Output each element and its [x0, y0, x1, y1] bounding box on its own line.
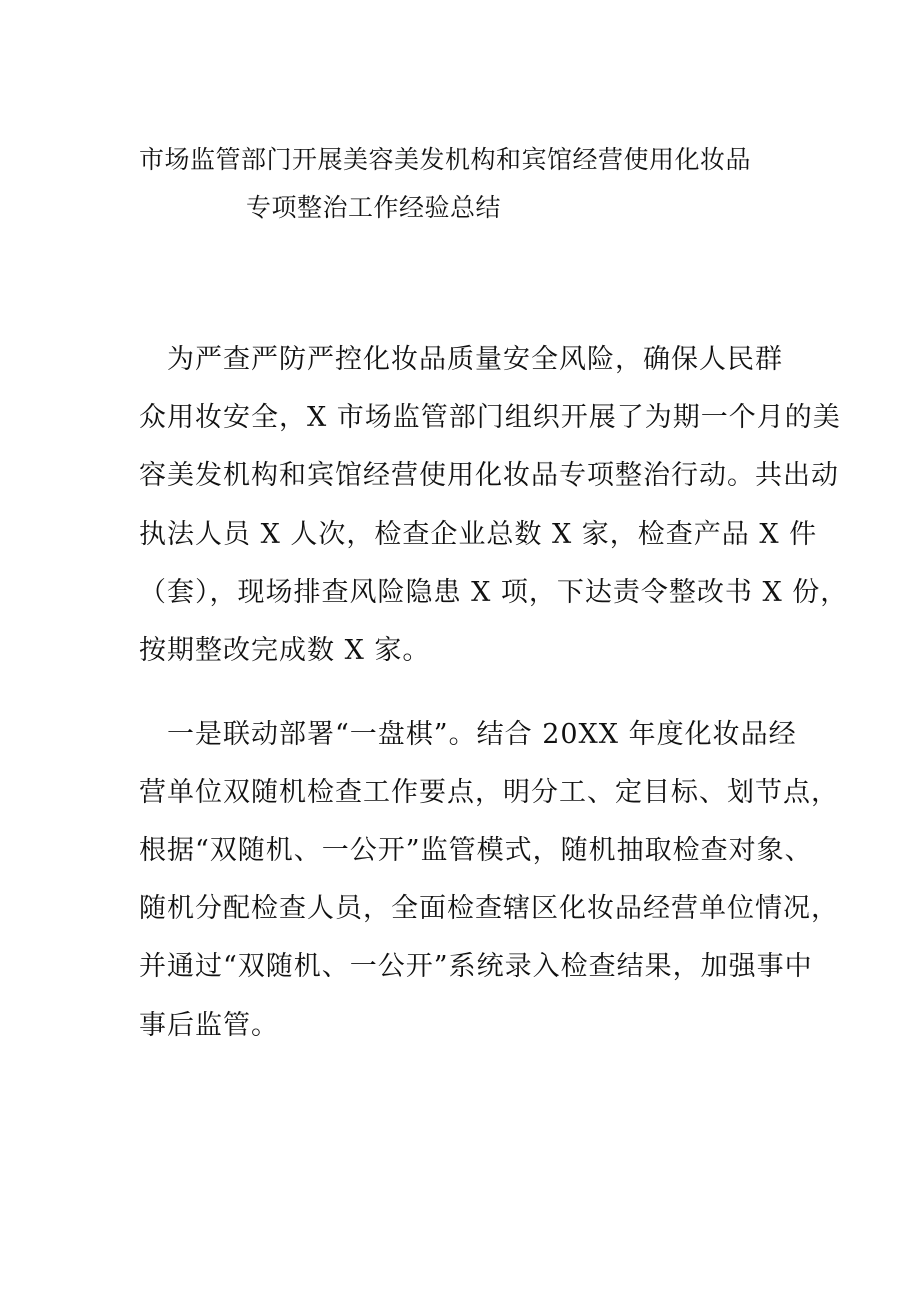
paragraph-line: 众用妆安全，X 市场监管部门组织开展了为期一个月的美 [139, 402, 841, 433]
paragraph-line: （套），现场排查风险隐患 X 项，下达责令整改书 X 份， [139, 577, 849, 608]
paragraph-line: 事后监管。 [139, 1010, 279, 1041]
paragraph-line: 执法人员 X 人次，检查企业总数 X 家，检查产品 X 件 [139, 519, 818, 550]
paragraph-line: 为严查严防严控化妆品质量安全风险，确保人民群 [139, 344, 783, 375]
paragraph-line: 容美发机构和宾馆经营使用化妆品专项整治行动。共出动 [139, 460, 839, 491]
paragraph-line: 并通过“双随机、一公开”系统录入检查结果，加强事中 [139, 951, 813, 982]
paragraph-line: 一是联动部署“一盘棋”。结合 20XX 年度化妆品经 [139, 719, 797, 750]
document-title-line-1: 市场监管部门开展美容美发机构和宾馆经营使用化妆品 [139, 145, 752, 174]
paragraph-line: 根据“双随机、一公开”监管模式，随机抽取检查对象、 [139, 835, 813, 866]
paragraph-line: 营单位双随机检查工作要点，明分工、定目标、划节点， [139, 777, 839, 808]
paragraph-line: 按期整改完成数 X 家。 [139, 635, 431, 666]
document-title-line-2: 专项整治工作经验总结 [246, 193, 502, 222]
paragraph-line: 随机分配检查人员，全面检查辖区化妆品经营单位情况， [139, 893, 839, 924]
